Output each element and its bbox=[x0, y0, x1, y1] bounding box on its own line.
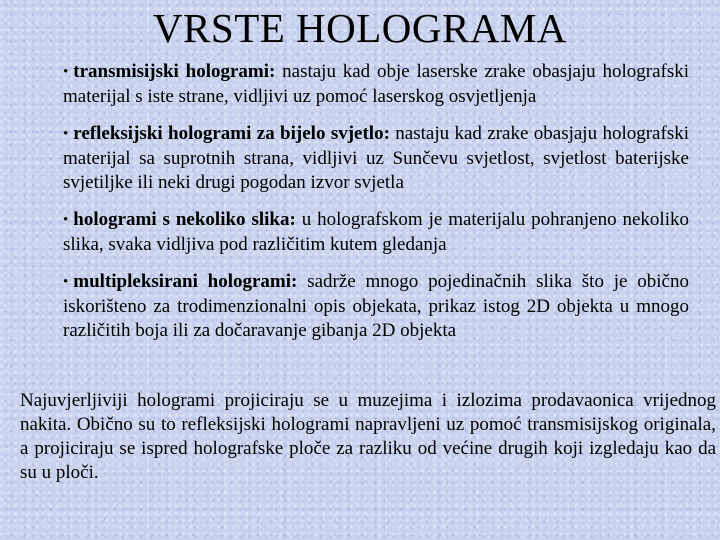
bullet-icon: • bbox=[63, 212, 69, 228]
item-text: u holografskom je materijalu pohranjeno nekoliko slika, svaka vidljiva pod različitim kutem gledanja bbox=[63, 209, 689, 255]
list-item-multiple-images bbox=[63, 208, 689, 257]
slide-title: VRSTE HOLOGRAMA bbox=[152, 5, 568, 51]
hologram-types-list bbox=[63, 60, 689, 356]
bullet-icon: • bbox=[63, 274, 69, 290]
list-item-transmission bbox=[63, 60, 689, 109]
item-text: sadrže mnogo pojedinačnih slika što je obično iskorišteno za trodimenzionalni opis objekata, prikaz istog 2D objekta u mnogo različitih boja ili za dočaravanje gibanja 2D objekta bbox=[63, 271, 689, 341]
bullet-icon: • bbox=[63, 126, 69, 142]
item-text: nastaju kad zrake obasjaju holografski materijal sa suprotnih strana, vidljivi uz Sunčevu svjetlost, svjetlost baterijske svjetiljke ili neki drugi pogodan izvor svjetla bbox=[63, 123, 689, 193]
list-item-reflection bbox=[63, 122, 689, 195]
item-term: hologrami s nekoliko slika: bbox=[73, 209, 296, 230]
item-term: transmisijski hologrami: bbox=[73, 61, 276, 82]
item-term: multipleksirani hologrami: bbox=[73, 271, 298, 292]
closing-paragraph: Najuvjerljiviji hologrami projiciraju se u muzejima i izlozima prodavaonica vrijednog nakita. Obično su to refleksijski hologrami napravljeni uz pomoć transmisijskog originala, a projiciraju se ispred holografske ploče za razliku od većine drugih koji izgledaju kao da su u ploči. bbox=[20, 390, 716, 483]
item-text: nastaju kad obje laserske zrake obasjaju holografski materijal s iste strane, vidljivi uz pomoć laserskog osvjetljenja bbox=[63, 61, 690, 107]
list-item-multiplex bbox=[63, 270, 689, 343]
bullet-icon: • bbox=[63, 64, 69, 80]
item-term: refleksijski hologrami za bijelo svjetlo: bbox=[73, 123, 390, 144]
